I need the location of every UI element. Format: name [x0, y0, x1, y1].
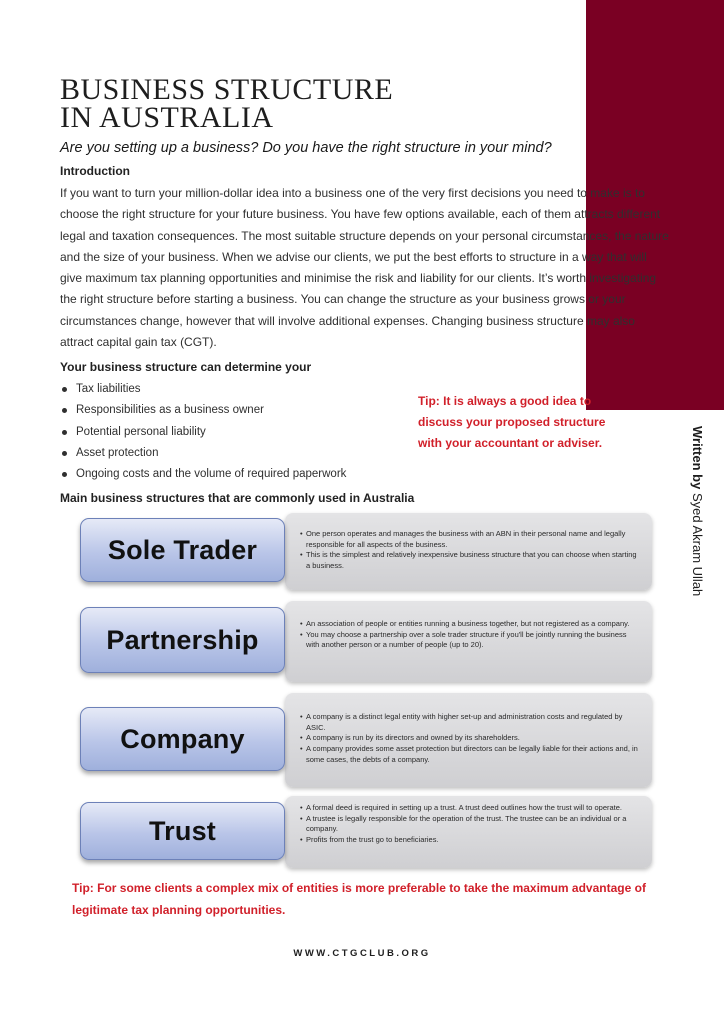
list-item: Tax liabilities — [60, 379, 346, 400]
structure-company — [80, 693, 652, 787]
subtitle: Are you setting up a business? Do you have the right structure in your mind? — [60, 140, 552, 156]
structure-description-panel — [285, 513, 652, 590]
structure-name-box: Partnership — [80, 607, 285, 673]
list-item: Asset protection — [60, 443, 346, 464]
list-item: Potential personal liability — [60, 422, 346, 443]
title-line-1: BUSINESS STRUCTURE — [60, 73, 394, 106]
structure-point: • You may choose a partnership over a sole trader structure if you'll be jointly running the business with another person or a number of people (up to 20). — [300, 630, 638, 651]
structure-points — [300, 803, 638, 846]
structures-heading: Main business structures that are commonly used in Australia — [60, 491, 415, 505]
determine-heading: Your business structure can determine your — [60, 360, 312, 374]
author-prefix: Written by — [690, 426, 705, 490]
structure-description-panel — [285, 601, 652, 682]
structure-description-panel — [285, 796, 652, 868]
structure-point: • One person operates and manages the business with an ABN in their personal name and legally responsible for all aspects of the business. — [300, 529, 638, 550]
structure-point: • A company provides some asset protection but directors can be legally liable for their actions and, in some cases, the debts of a company. — [300, 744, 638, 765]
structure-trust — [80, 796, 652, 868]
intro-paragraph: If you want to turn your million-dollar idea into a business one of the very first decisions you need to make is to choose the right structure for your future business. You have few options available, each of them attracts different legal and taxation consequences. The most suitable structure depends on your personal circumstances, the nature and the size of your business. When we advise our clients, we put the best efforts to structure in a way that will give maximum tax planning opportunities and minimise the risk and liability for our clients. It’s worth investigating the right structure before starting a business. You can change the structure as your business grows or your circumstances change, however that will involve additional expenses. Changing business structure may also attract capital gain tax (CGT). — [60, 186, 669, 350]
intro-heading: Introduction — [60, 164, 130, 178]
structure-point: • A trustee is legally responsible for the operation of the trust. The trustee can be an individual or a company. — [300, 814, 638, 835]
structure-points — [300, 529, 638, 572]
structure-point: • An association of people or entities running a business together, but not registered as a company. — [300, 619, 638, 630]
structure-name-box: Trust — [80, 802, 285, 860]
structure-point: • A company is run by its directors and owned by its shareholders. — [300, 733, 638, 744]
author-name: Syed Akram Ullah — [690, 492, 705, 597]
structure-point: • A formal deed is required in setting up a trust. A trust deed outlines how the trust will to operate. — [300, 803, 638, 814]
tip-complex-entities: Tip: For some clients a complex mix of entities is more preferable to take the maximum advantage of legitimate tax planning opportunities. — [72, 881, 646, 917]
structure-points — [300, 619, 638, 651]
page-title — [60, 73, 394, 134]
structure-sole-trader — [80, 513, 652, 590]
list-item: Responsibilities as a business owner — [60, 400, 346, 421]
structure-partnership — [80, 601, 652, 682]
title-line-2: IN AUSTRALIA — [60, 101, 274, 134]
structure-description-panel — [285, 693, 652, 787]
structure-points — [300, 712, 638, 766]
tip-adviser: Tip: It is always a good idea to discuss your proposed structure with your accountant or adviser. — [418, 394, 606, 450]
structure-point: • Profits from the trust go to beneficiaries. — [300, 835, 638, 846]
structure-point: • This is the simplest and relatively inexpensive business structure that you can choose when starting a business. — [300, 550, 638, 571]
structure-name-box: Company — [80, 707, 285, 771]
determine-list — [60, 379, 346, 485]
structure-name-box: Sole Trader — [80, 518, 285, 582]
author-byline — [690, 426, 705, 596]
footer-website: WWW.CTGCLUB.ORG — [293, 948, 431, 959]
list-item: Ongoing costs and the volume of required paperwork — [60, 464, 346, 485]
structure-point: • A company is a distinct legal entity with higher set-up and administration costs and regulated by ASIC. — [300, 712, 638, 733]
